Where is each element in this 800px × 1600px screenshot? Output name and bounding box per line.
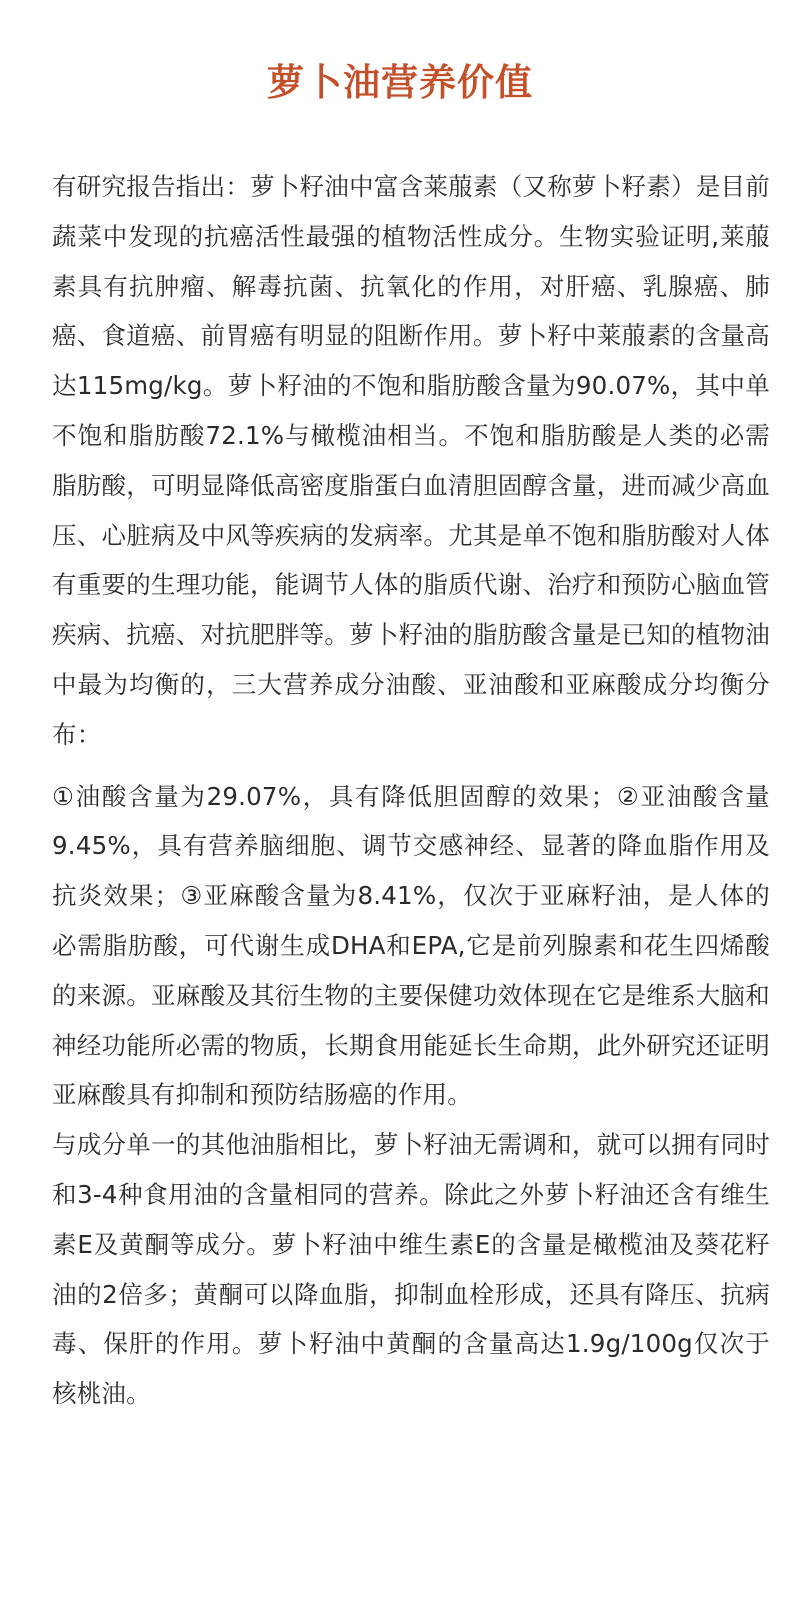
paragraph-laifusu-and-fatty-acids: 有研究报告指出：萝卜籽油中富含莱菔素（又称萝卜籽素）是目前蔬菜中发现的抗癌活性最强的植物活性成分。生物实验证明,莱菔素具有抗肿瘤、解毒抗菌、抗氧化的作用，对肝癌、乳腺癌、肺癌、食道癌、前胃癌有明显的阻断作用。萝卜籽中莱菔素的含量高达115mg/kg。萝卜籽油的不饱和脂肪酸含量为90.07%，其中单不饱和脂肪酸72.1%与橄榄油相当。不饱和脂肪酸是人类的必需脂肪酸，可明显降低高密度脂蛋白血清胆固醇含量，进而减少高血压、心脏病及中风等疾病的发病率。尤其是单不饱和脂肪酸对人体有重要的生理功能，能调节人体的脂质代谢、治疗和预防心脑血管疾病、抗癌、对抗肥胖等。萝卜籽油的脂肪酸含量是已知的植物油中最为均衡的，三大营养成分油酸、亚油酸和亚麻酸成分均衡分布： [52, 172, 770, 749]
article-body [52, 162, 770, 1419]
paragraph-acid-contents: ①油酸含量为29.07%，具有降低胆固醇的效果；②亚油酸含量9.45%，具有营养脑细胞、调节交感神经、显著的降血脂作用及抗炎效果；③亚麻酸含量为8.41%，仅次于亚麻籽油，是人体的必需脂肪酸，可代谢生成DHA和EPA,它是前列腺素和花生四烯酸的来源。亚麻酸及其衍生物的主要保健功效体现在它是维系大脑和神经功能所必需的物质，长期食用能延长生命期，此外研究还证明亚麻酸具有抑制和预防结肠癌的作用。 [52, 781, 770, 1110]
page-title: 萝卜油营养价值 [267, 61, 533, 104]
paragraph-comparison: 与成分单一的其他油脂相比，萝卜籽油无需调和，就可以拥有同时和3-4种食用油的含量相同的营养。除此之外萝卜籽油还含有维生素E及黄酮等成分。萝卜籽油中维生素E的含量是橄榄油及葵花籽油的2倍多；黄酮可以降血脂，抑制血栓形成，还具有降压、抗病毒、保肝的作用。萝卜籽油中黄酮的含量高达1.9g/100g仅次于核桃油。 [52, 1130, 770, 1409]
